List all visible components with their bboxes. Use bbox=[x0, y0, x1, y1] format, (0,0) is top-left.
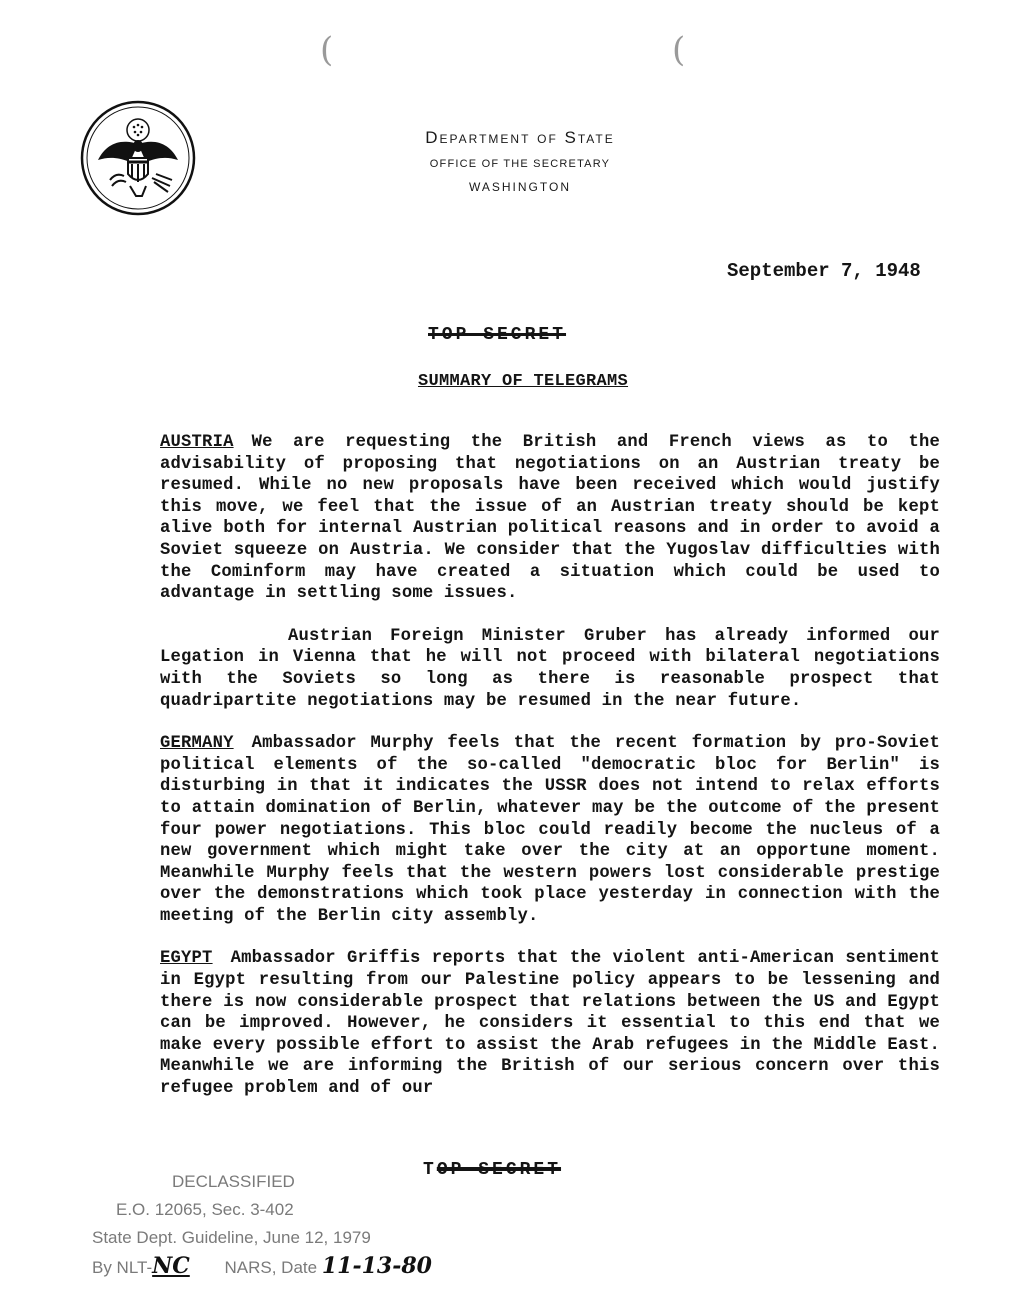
margin-mark: ( bbox=[320, 30, 334, 70]
section-austria-continued bbox=[160, 626, 940, 712]
section-label: EGYPT bbox=[160, 949, 213, 969]
section-text: Austrian Foreign Minister Gruber has already informed our Legation in Vienna that he will not proceed with bilateral negotiations with the Soviets so long as there is reasonable prospect that quadripartite negotiations may be resumed in the near future. bbox=[160, 626, 940, 711]
stamp-nars-label: NARS, Date bbox=[224, 1258, 318, 1277]
section-label: AUSTRIA bbox=[160, 433, 234, 452]
stamp-line: DECLASSIFIED bbox=[172, 1172, 295, 1191]
footer-class-rest: OP SECRET bbox=[436, 1160, 562, 1180]
declassification-stamp bbox=[92, 1168, 432, 1282]
footer-classification-marking bbox=[423, 1160, 561, 1180]
section-text: Ambassador Murphy feels that the recent formation by pro-Soviet political elements of the so-called "democratic bloc for Berlin" is disturbing in that it indicates the USSR does not intend to relax efforts to attain domination of Berlin, whatever may be the outcome of the present four power negotiations. This bloc could readily become the nucleus of a new government which might take over the city at an opportune moment. Meanwhile Murphy feels that the western powers lost considerable prestige over the demonstrations which took place yesterday in connection with the meeting of the Berlin city assembly. bbox=[160, 734, 940, 926]
section-egypt bbox=[160, 948, 940, 1099]
stamp-by-line bbox=[92, 1252, 432, 1282]
margin-mark: ( bbox=[672, 30, 686, 70]
stamp-by-prefix: By NLT- bbox=[92, 1258, 153, 1277]
city-name: WASHINGTON bbox=[468, 180, 571, 194]
classification-marking: TOP SECRET bbox=[428, 325, 567, 345]
document-body bbox=[160, 432, 940, 1121]
handwritten-initials: NC bbox=[152, 1253, 190, 1279]
section-label: GERMANY bbox=[160, 734, 234, 754]
great-seal-icon bbox=[80, 100, 196, 216]
section-germany bbox=[160, 733, 940, 927]
stamp-line: State Dept. Guideline, June 12, 1979 bbox=[92, 1228, 371, 1247]
section-text: Ambassador Griffis reports that the violent anti-American sentiment in Egypt resulting from our Palestine policy appears to be lessening and there is now considerable prospect that relations between the US and Egypt can be improved. However, he considers it essential to this end that we make every possible effort to assist the Arab refugees in the Middle East. Meanwhile we are informing the British of our serious concern over this refugee problem and of our bbox=[160, 949, 940, 1099]
document-title: SUMMARY OF TELEGRAMS bbox=[418, 372, 629, 391]
letterhead bbox=[340, 128, 700, 194]
stamp-line: E.O. 12065, Sec. 3-402 bbox=[116, 1200, 294, 1219]
section-text: We are requesting the British and French views as to the advisability of proposing that negotiations on an Austrian treaty be resumed. While no new proposals have been received which would justify this move, we feel that the issue of an Austrian treaty should be kept alive both for internal Austrian political reasons and in order to avoid a Soviet squeeze on Austria. We consider that the Yugoslav difficulties with the Cominform may have created a situation which could be used to advantage in settling some issues. bbox=[160, 433, 940, 604]
handwritten-date: 11-13-80 bbox=[321, 1253, 432, 1279]
document-date: September 7, 1948 bbox=[727, 260, 921, 282]
footer-class-first: T bbox=[423, 1160, 437, 1180]
department-name: Department of State bbox=[425, 128, 615, 147]
office-name: OFFICE OF THE SECRETARY bbox=[429, 158, 611, 170]
section-austria bbox=[160, 432, 940, 605]
